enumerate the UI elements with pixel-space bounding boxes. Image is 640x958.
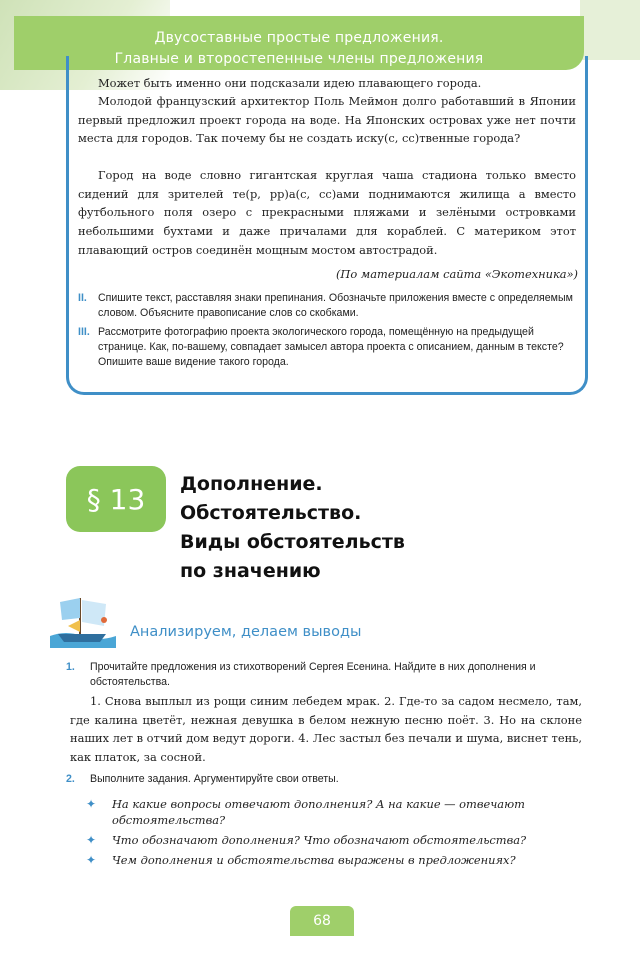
poem-sentences: 1. Снова выплыл из рощи синим лебедем мрак. 2. Где-то за садом несмело, там, где калина цветёт, нежная девушка в белом нежную песню поёт. 3. Но на склоне наших лет в отчий дом ведут дороги. 4. Лес застыл без печали и шума, виснет тень, как платок, за сосной. — [70, 694, 582, 764]
reading-paragraph-2: Молодой французский архитектор Поль Меймон долго работавший в Японии первый предложил проект города на воде. На Японских островах уже нет почти места для городов. Так почему бы не создать иску(с, сс)твенные города? — [78, 94, 576, 146]
task-text: Рассмотрите фотографию проекта экологического города, помещённую на предыдущей странице. Как, по-вашему, совпадает замысел автора проекта с описанием, данным в тексте? Опишите ваше видение такого города. — [98, 326, 564, 368]
section-badge: § 13 — [66, 466, 166, 532]
star-bullet-icon: ✦ — [86, 797, 97, 811]
text-source: (По материалам сайта «Экотехника») — [335, 267, 578, 281]
question-text: Прочитайте предложения из стихотворений Сергея Есенина. Найдите в них дополнения и обстоятельства. — [90, 661, 536, 688]
corner-ornament-right — [580, 0, 640, 60]
task-item — [78, 291, 580, 321]
analyze-heading: Анализируем, делаем выводы — [130, 624, 362, 640]
list-item — [86, 852, 586, 868]
question-text: Выполните задания. Аргументируйте свои ответы. — [90, 773, 339, 785]
task-number: II. — [78, 292, 87, 304]
header-line-1: Двусоставные простые предложения. — [154, 30, 444, 46]
question-item — [66, 772, 582, 787]
star-bullet-icon: ✦ — [86, 853, 97, 867]
list-item — [86, 832, 586, 848]
section-title-line: Дополнение. — [180, 473, 323, 495]
header-line-2: Главные и второстепенные члены предложения — [114, 51, 484, 67]
section-title-line: Виды обстоятельств — [180, 531, 405, 553]
question-number: 1. — [66, 661, 75, 673]
reading-paragraph-1: Может быть именно они подсказали идею плавающего города. — [98, 76, 482, 90]
section-title-line: Обстоятельство. — [180, 502, 362, 524]
question-list — [86, 796, 586, 872]
reading-paragraph-3: Город на воде словно гигантская круглая чаша стадиона только вместо сидений для зрителей те(р, рр)а(с, сс)ами поднимаются жилища а вместо футбольного поля озеро с прекрасными пляжами и зелёными островками небольшими бухтами и даже причалами для кораблей. С материком этот плавающий остров соединён мощным мостом автострадой. — [78, 168, 576, 257]
list-item-text: На какие вопросы отвечают дополнения? А на какие — отвечают обстоятельства? — [112, 797, 525, 827]
question-item — [66, 660, 582, 690]
task-item — [78, 325, 580, 370]
star-bullet-icon: ✦ — [86, 833, 97, 847]
section-title-line: по значению — [180, 560, 321, 582]
list-item-text: Чем дополнения и обстоятельства выражены в предложениях? — [112, 853, 516, 867]
list-item-text: Что обозначают дополнения? Что обозначают обстоятельства? — [112, 833, 527, 847]
page-number: 68 — [290, 906, 354, 936]
list-item — [86, 796, 586, 828]
section-title — [180, 470, 405, 586]
ship-icon — [46, 590, 120, 652]
task-number: III. — [78, 326, 90, 338]
question-number: 2. — [66, 773, 75, 785]
task-text: Спишите текст, расставляя знаки препинания. Обозначьте приложения вместе с определяемым словом. Объясните правописание слов со скобками. — [98, 292, 573, 319]
